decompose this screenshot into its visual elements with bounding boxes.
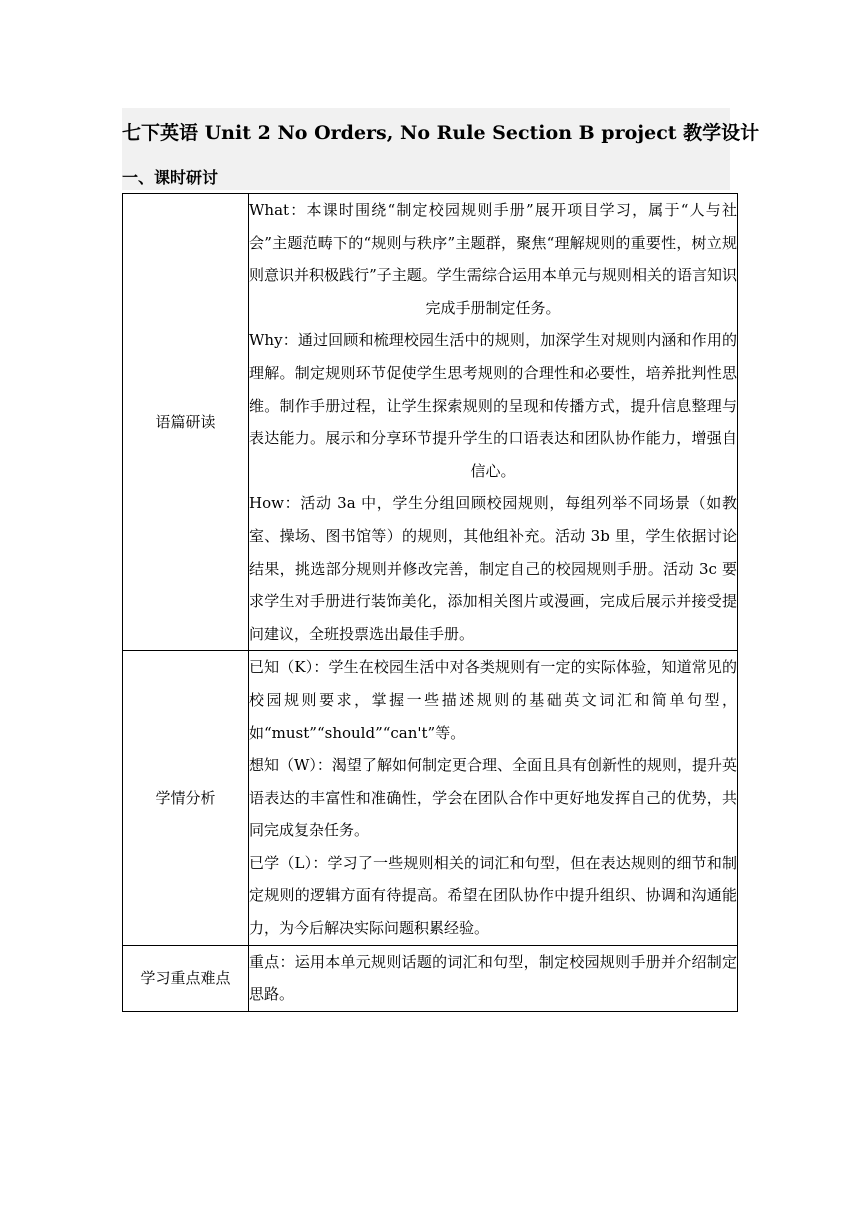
- row-content-text-study: [249, 194, 738, 651]
- section-heading: 一、课时研讨: [122, 168, 219, 187]
- table-row: [123, 945, 738, 1011]
- row-label-key-points: 学习重点难点: [123, 945, 249, 1011]
- learned-paragraph: 已学（L）：学习了一些规则相关的词汇和句型，但在表达规则的细节和制定规则的逻辑方面有待提高。希望在团队协作中提升组织、协调和沟通能力，为今后解决实际问题积累经验。: [249, 853, 737, 938]
- row-label-text-study: 语篇研读: [123, 194, 249, 651]
- row-label-learner-analysis: 学情分析: [123, 651, 249, 945]
- why-paragraph: Why：通过回顾和梳理校园生活中的规则，加深学生对规则内涵和作用的理解。制定规则环节促使学生思考规则的合理性和必要性，培养批判性思维。制作手册过程，让学生探索规则的呈现和传播方式，提升信息整理与表达能力。展示和分享环节提升学生的口语表达和团队协作能力，增强自信心。: [249, 331, 737, 480]
- document-title: 七下英语 Unit 2 No Orders, No Rule Section B project 教学设计: [122, 122, 760, 144]
- row-content-learner-analysis: [249, 651, 738, 945]
- table-row: [123, 194, 738, 651]
- want-to-know-paragraph: 想知（W）：渴望了解如何制定更合理、全面且具有创新性的规则，提升英语表达的丰富性和准确性，学会在团队合作中更好地发挥自己的优势，共同完成复杂任务。: [249, 756, 737, 840]
- study-table: [122, 193, 738, 1012]
- known-paragraph: 已知（K）：学生在校园生活中对各类规则有一定的实际体验，知道常见的校园规则要求，掌握一些描述规则的基础英文词汇和简单句型，如“must”“should”“can't”等。: [249, 658, 737, 742]
- table-row: [123, 651, 738, 945]
- key-point-paragraph: 重点：运用本单元规则话题的词汇和句型，制定校园规则手册并介绍制定思路。: [249, 952, 737, 1004]
- how-paragraph: How：活动 3a 中，学生分组回顾校园规则，每组列举不同场景（如教室、操场、图书馆等）的规则，其他组补充。活动 3b 里，学生依据讨论结果，挑选部分规则并修改完善，制定自己的校园规则手册。活动 3c 要求学生对手册进行装饰美化，添加相关图片或漫画，完成后展示并接受提问建议，全班投票选出最佳手册。: [249, 494, 737, 643]
- row-content-key-points: [249, 945, 738, 1011]
- what-paragraph: What：本课时围绕“制定校园规则手册”展开项目学习，属于“人与社会”主题范畴下的“规则与秩序”主题群，聚焦“理解规则的重要性，树立规则意识并积极践行”子主题。学生需综合运用本单元与规则相关的语言知识完成手册制定任务。: [249, 201, 737, 317]
